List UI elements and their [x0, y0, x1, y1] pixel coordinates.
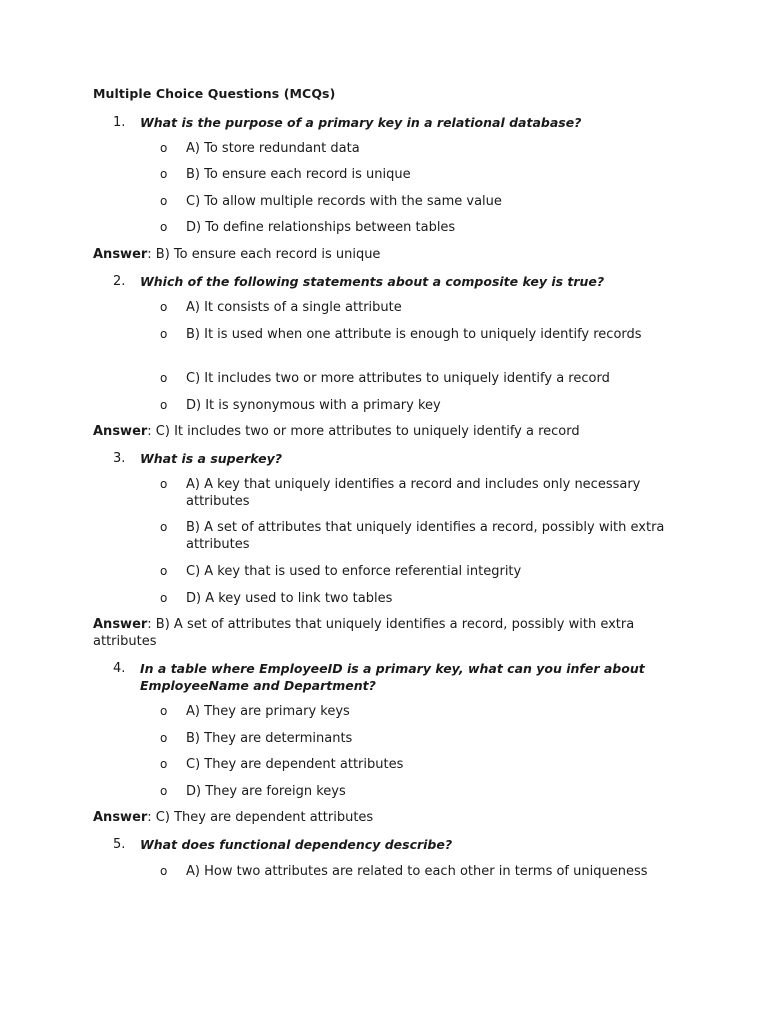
option-item	[160, 756, 680, 773]
question-3	[93, 450, 693, 467]
option-item	[160, 166, 680, 183]
answer-label: Answer	[93, 247, 148, 262]
option-text: A) How two attributes are related to each other in terms of uniqueness	[186, 864, 648, 879]
question-2	[93, 273, 693, 290]
document-title: Multiple Choice Questions (MCQs)	[93, 86, 336, 101]
option-text: D) A key used to link two tables	[186, 591, 393, 606]
bullet-icon: o	[160, 757, 168, 771]
answer-1	[93, 246, 663, 263]
bullet-icon: o	[160, 220, 168, 234]
answer-label: Answer	[93, 617, 148, 632]
bullet-icon: o	[160, 194, 168, 208]
question-number: 5.	[113, 837, 126, 852]
question-text: In a table where EmployeeID is a primary key, what can you infer about EmployeeName and Department?	[140, 661, 645, 693]
option-item	[160, 563, 680, 580]
answer-text: : B) To ensure each record is unique	[147, 247, 381, 262]
option-item	[160, 219, 680, 236]
bullet-icon: o	[160, 398, 168, 412]
option-text: D) It is synonymous with a primary key	[186, 398, 441, 413]
answer-4	[93, 809, 663, 826]
option-text: A) To store redundant data	[186, 141, 360, 156]
option-item	[160, 730, 680, 747]
bullet-icon: o	[160, 731, 168, 745]
bullet-icon: o	[160, 864, 168, 878]
option-item	[160, 519, 680, 553]
answer-text: : C) It includes two or more attributes to uniquely identify a record	[147, 424, 580, 439]
bullet-icon: o	[160, 167, 168, 181]
answer-text: : C) They are dependent attributes	[147, 810, 374, 825]
bullet-icon: o	[160, 371, 168, 385]
option-item	[160, 397, 680, 414]
answer-3	[93, 616, 663, 650]
bullet-icon: o	[160, 141, 168, 155]
option-text: C) A key that is used to enforce referential integrity	[186, 564, 522, 579]
option-item	[160, 370, 680, 387]
answer-2	[93, 423, 663, 440]
option-item	[160, 783, 680, 800]
bullet-icon: o	[160, 477, 168, 491]
option-text: C) It includes two or more attributes to uniquely identify a record	[186, 371, 610, 386]
option-text: B) To ensure each record is unique	[186, 167, 411, 182]
question-text: Which of the following statements about a composite key is true?	[140, 274, 605, 289]
option-item	[160, 476, 680, 510]
bullet-icon: o	[160, 704, 168, 718]
bullet-icon: o	[160, 784, 168, 798]
question-5	[93, 836, 693, 853]
option-item	[160, 703, 680, 720]
option-text: A) They are primary keys	[186, 704, 350, 719]
option-text: D) To define relationships between tables	[186, 220, 456, 235]
bullet-icon: o	[160, 327, 168, 341]
option-text: A) It consists of a single attribute	[186, 300, 402, 315]
question-number: 3.	[113, 451, 126, 466]
option-text: A) A key that uniquely identifies a record and includes only necessary attributes	[186, 477, 641, 509]
question-text: What is the purpose of a primary key in a relational database?	[140, 115, 582, 130]
option-text: B) They are determinants	[186, 731, 353, 746]
option-text: B) A set of attributes that uniquely identifies a record, possibly with extra attributes	[186, 520, 665, 552]
question-text: What is a superkey?	[140, 451, 282, 466]
question-number: 4.	[113, 661, 126, 676]
option-item	[160, 590, 680, 607]
option-item	[160, 326, 680, 343]
answer-label: Answer	[93, 424, 148, 439]
option-text: C) To allow multiple records with the same value	[186, 194, 502, 209]
bullet-icon: o	[160, 591, 168, 605]
bullet-icon: o	[160, 564, 168, 578]
option-text: D) They are foreign keys	[186, 784, 346, 799]
option-item	[160, 193, 680, 210]
option-text: B) It is used when one attribute is enough to uniquely identify records	[186, 327, 642, 342]
bullet-icon: o	[160, 300, 168, 314]
question-text: What does functional dependency describe?	[140, 837, 453, 852]
option-item	[160, 863, 680, 880]
question-1	[93, 114, 693, 131]
answer-text: : B) A set of attributes that uniquely identifies a record, possibly with extra attributes	[93, 617, 635, 649]
answer-label: Answer	[93, 810, 148, 825]
question-number: 2.	[113, 274, 126, 289]
option-item	[160, 299, 680, 316]
question-4	[93, 660, 693, 694]
option-item	[160, 140, 680, 157]
question-number: 1.	[113, 115, 126, 130]
option-text: C) They are dependent attributes	[186, 757, 404, 772]
bullet-icon: o	[160, 520, 168, 534]
